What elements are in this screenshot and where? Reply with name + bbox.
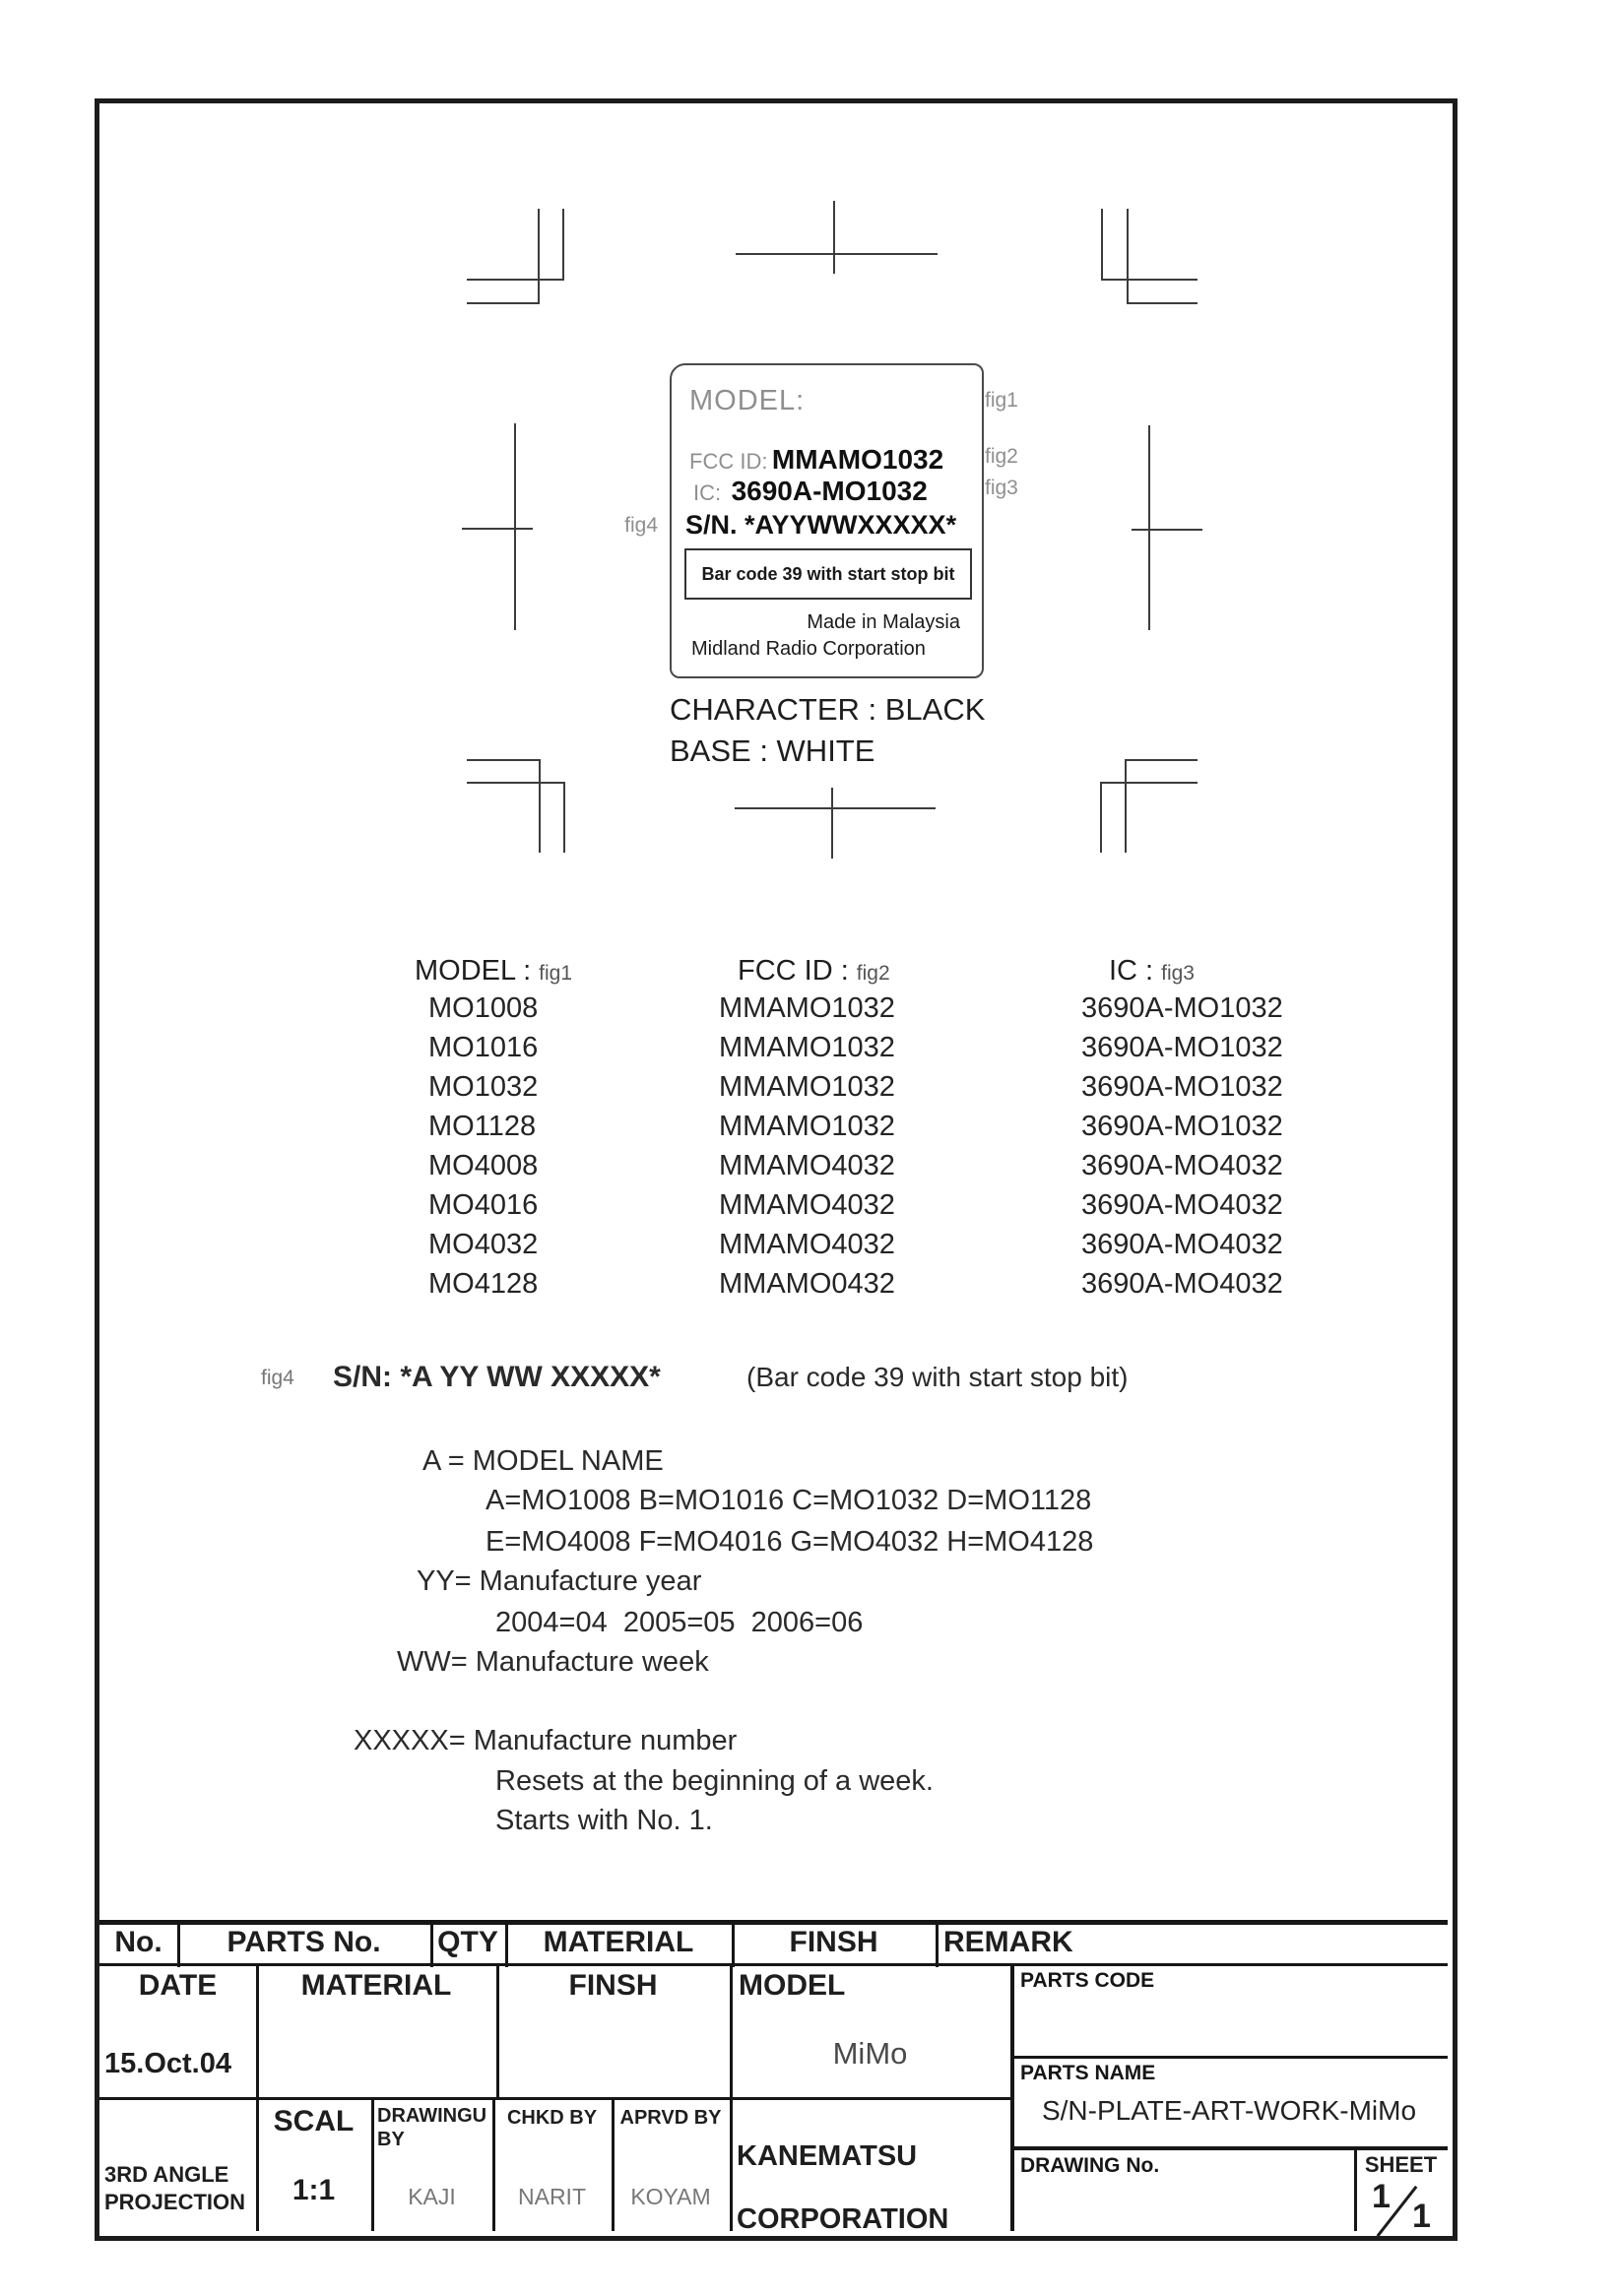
cell-model: MO1016: [428, 1032, 539, 1063]
label-sn-line: S/N. *AYYWWXXXXX*: [685, 510, 957, 540]
drawn-by-label: [377, 2104, 486, 2151]
cell-model: MO4008: [428, 1150, 539, 1181]
cell-ic: 3690A-MO1032: [1081, 1111, 1283, 1142]
title-block-line: [1010, 2146, 1448, 2150]
legend-a-values-2: E=MO4008 F=MO4016 G=MO4032 H=MO4128: [486, 1526, 1094, 1558]
cell-model: MO1008: [428, 992, 539, 1024]
legend-xxxxx-line: XXXXX= Manufacture number: [354, 1725, 738, 1756]
legend-fig4-ref: fig4: [261, 1367, 294, 1389]
company-name-line-1: KANEMATSU: [737, 2140, 918, 2172]
table-row: [0, 1032, 1619, 1071]
projection-line-1: 3RD ANGLE: [104, 2162, 229, 2187]
crop-mark-bottom-left: [467, 759, 540, 761]
crop-mark-top-left: [562, 209, 564, 279]
legend-xxxxx-note-1: Resets at the beginning of a week.: [495, 1765, 934, 1797]
barcode-placeholder-box: [684, 548, 972, 600]
barcode-placeholder-text: Bar code 39 with start stop bit: [701, 563, 955, 584]
fig1-callout: fig1: [985, 389, 1018, 412]
header-material: MATERIAL: [543, 1926, 694, 1958]
fig4-callout: fig4: [624, 514, 658, 537]
scale-value: 1:1: [291, 2174, 336, 2206]
header-no: No.: [114, 1926, 162, 1958]
ic-caption: IC:: [693, 480, 722, 505]
crop-mark-top-center: [736, 253, 938, 255]
parts-code-label: PARTS CODE: [1020, 1969, 1155, 1992]
sheet-label: SHEET: [1364, 2152, 1438, 2177]
crop-mark-top-left: [538, 209, 540, 302]
table-row: [0, 1268, 1619, 1307]
finsh-label: FINSH: [568, 1969, 658, 2002]
crop-mark-top-center: [833, 201, 835, 274]
made-in-text: Made in Malaysia: [807, 611, 960, 633]
fcc-id-caption: FCC ID:: [689, 449, 768, 474]
label-artwork: [670, 363, 984, 678]
header-fcc-label: FCC ID :: [738, 955, 849, 987]
crop-mark-mid-right: [1148, 425, 1150, 630]
crop-mark-bottom-right: [1125, 759, 1198, 761]
company-name: [737, 2125, 948, 2251]
cell-fcc: MMAMO1032: [719, 1071, 895, 1103]
table-row: [0, 1150, 1619, 1189]
cell-fcc: MMAMO4032: [719, 1229, 895, 1260]
sheet-denominator: 1: [1412, 2198, 1431, 2235]
crop-mark-bottom-left: [563, 782, 565, 853]
cell-model: MO4128: [428, 1268, 539, 1300]
model-value: MiMo: [832, 2036, 908, 2071]
cell-ic: 3690A-MO1032: [1081, 992, 1283, 1024]
crop-mark-mid-left: [462, 528, 533, 530]
cell-fcc: MMAMO4032: [719, 1189, 895, 1221]
parts-name-value: S/N-PLATE-ART-WORK-MiMo: [1041, 2095, 1417, 2126]
cell-model: MO4016: [428, 1189, 539, 1221]
cell-fcc: MMAMO4032: [719, 1150, 895, 1181]
cell-fcc: MMAMO1032: [719, 992, 895, 1024]
table-row: [0, 1189, 1619, 1229]
label-fcc-line: [689, 444, 943, 476]
title-block-line: [936, 1920, 939, 1967]
table-row: [0, 1071, 1619, 1111]
fig3-callout: fig3: [985, 477, 1018, 499]
crop-mark-mid-right: [1132, 529, 1202, 531]
header-fcc-figref: fig2: [856, 962, 890, 985]
model-table-header-fcc: [738, 955, 890, 988]
table-row: [0, 1111, 1619, 1150]
chkd-by-value: NARIT: [518, 2184, 586, 2209]
projection-label: [104, 2161, 245, 2216]
crop-mark-bottom-right: [1100, 782, 1198, 784]
header-finsh: FINSH: [789, 1926, 878, 1958]
model-label: MODEL: [739, 1969, 846, 2002]
model-table-header-model: [415, 955, 572, 988]
model-table-header-ic: [1109, 955, 1195, 988]
header-remark: REMARK: [943, 1926, 1073, 1958]
projection-line-2: PROJECTION: [104, 2190, 246, 2214]
cell-model: MO1032: [428, 1071, 539, 1103]
crop-mark-bottom-right: [1125, 759, 1127, 853]
title-block-line: [99, 2097, 1010, 2100]
base-color-note: BASE : WHITE: [670, 733, 875, 768]
crop-mark-top-right: [1127, 302, 1198, 304]
title-block-line: [730, 1963, 733, 2097]
label-ic-line: [693, 476, 928, 507]
crop-mark-mid-left: [514, 423, 516, 630]
crop-mark-bottom-center: [831, 788, 833, 859]
header-ic-label: IC :: [1109, 955, 1154, 987]
table-row: [0, 992, 1619, 1032]
legend-yy-line: YY= Manufacture year: [417, 1565, 702, 1597]
crop-mark-top-right: [1101, 279, 1198, 281]
title-block-line: [371, 2097, 374, 2231]
aprvd-by-label: APRVD BY: [619, 2107, 722, 2129]
title-block-line: [99, 1920, 1448, 1925]
date-label: DATE: [138, 1969, 218, 2002]
legend-a-line: A = MODEL NAME: [422, 1445, 664, 1477]
header-model-label: MODEL :: [415, 955, 532, 987]
cell-fcc: MMAMO0432: [719, 1268, 895, 1300]
cell-ic: 3690A-MO4032: [1081, 1268, 1283, 1300]
material-label: MATERIAL: [300, 1969, 452, 2002]
drawing-no-label: DRAWING No.: [1020, 2154, 1160, 2177]
drawn-by-label-line-2: BY: [377, 2129, 405, 2150]
sheet-numerator: 1: [1372, 2178, 1391, 2215]
legend-xxxxx-note-2: Starts with No. 1.: [495, 1805, 713, 1836]
ic-value: 3690A-MO1032: [731, 476, 928, 506]
cell-model: MO1128: [428, 1111, 537, 1142]
drawn-by-value: KAJI: [408, 2184, 456, 2209]
label-model-caption: MODEL:: [689, 385, 806, 416]
drawn-by-label-line-1: DRAWINGU: [377, 2105, 487, 2127]
crop-mark-bottom-center: [735, 807, 936, 809]
character-color-note: CHARACTER : BLACK: [670, 692, 986, 727]
cell-ic: 3690A-MO1032: [1081, 1032, 1283, 1063]
legend-yy-values: 2004=04 2005=05 2006=06: [495, 1607, 864, 1638]
label-company-text: Midland Radio Corporation: [691, 638, 926, 660]
header-parts-no: PARTS No.: [227, 1926, 381, 1958]
fcc-id-value: MMAMO1032: [771, 444, 944, 475]
header-ic-figref: fig3: [1161, 962, 1195, 985]
crop-mark-top-left: [467, 302, 540, 304]
header-model-figref: fig1: [539, 962, 573, 985]
header-qty: QTY: [437, 1926, 498, 1958]
legend-a-values-1: A=MO1008 B=MO1016 C=MO1032 D=MO1128: [486, 1485, 1092, 1516]
cell-ic: 3690A-MO4032: [1081, 1189, 1283, 1221]
cell-ic: 3690A-MO4032: [1081, 1150, 1283, 1181]
parts-name-label: PARTS NAME: [1020, 2062, 1156, 2084]
aprvd-by-value: KOYAM: [630, 2184, 711, 2209]
date-value: 15.Oct.04: [104, 2048, 231, 2079]
crop-mark-top-right: [1101, 209, 1103, 279]
chkd-by-label: CHKD BY: [506, 2107, 598, 2129]
cell-ic: 3690A-MO4032: [1081, 1229, 1283, 1260]
cell-model: MO4032: [428, 1229, 539, 1260]
legend-sn-format: S/N: *A YY WW XXXXX*: [333, 1361, 661, 1393]
cell-ic: 3690A-MO1032: [1081, 1071, 1283, 1103]
fig2-callout: fig2: [985, 445, 1018, 468]
legend-barcode-note: (Bar code 39 with start stop bit): [746, 1362, 1129, 1392]
crop-mark-top-right: [1127, 209, 1129, 302]
scale-label: SCAL: [273, 2105, 355, 2137]
crop-mark-bottom-right: [1100, 782, 1102, 853]
cell-fcc: MMAMO1032: [719, 1032, 895, 1063]
title-block-line: [730, 2097, 733, 2231]
title-block-line: [99, 1963, 1448, 1966]
crop-mark-bottom-left: [467, 782, 564, 784]
legend-ww-line: WW= Manufacture week: [397, 1646, 709, 1678]
crop-mark-bottom-left: [539, 759, 541, 853]
company-name-line-2: CORPORATION: [737, 2203, 949, 2235]
cell-fcc: MMAMO1032: [719, 1111, 895, 1142]
crop-mark-top-left: [467, 279, 564, 281]
table-row: [0, 1229, 1619, 1268]
title-block-line: [1010, 2056, 1448, 2059]
